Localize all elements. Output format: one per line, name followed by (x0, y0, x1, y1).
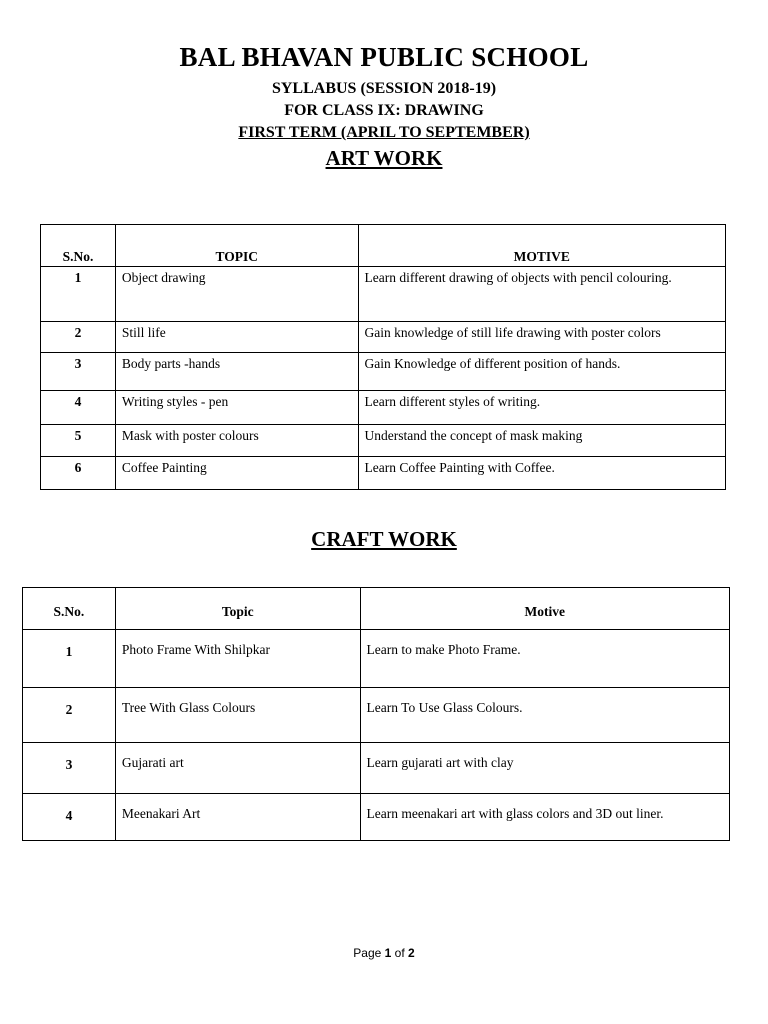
row-sno: 4 (41, 391, 116, 425)
header-sno: S.No. (23, 588, 116, 630)
table-row (23, 743, 730, 794)
header-topic: Topic (115, 588, 360, 630)
row-motive: Gain knowledge of still life drawing with poster colors (358, 322, 725, 353)
row-topic: Object drawing (115, 267, 358, 322)
table-row (41, 391, 726, 425)
page-label: Page (353, 946, 382, 960)
row-sno: 6 (41, 457, 116, 490)
row-topic: Tree With Glass Colours (115, 688, 360, 743)
art-work-table (40, 224, 726, 490)
school-name: BAL BHAVAN PUBLIC SCHOOL (179, 42, 589, 72)
page-footer (0, 946, 768, 960)
table-header-row (41, 225, 726, 267)
row-motive: Learn Coffee Painting with Coffee. (358, 457, 725, 490)
row-topic: Writing styles - pen (115, 391, 358, 425)
row-sno: 4 (23, 794, 116, 841)
header-motive: MOTIVE (358, 225, 725, 267)
craft-work-table (22, 587, 730, 841)
row-topic: Meenakari Art (115, 794, 360, 841)
table-row (41, 353, 726, 391)
row-motive: Learn To Use Glass Colours. (360, 688, 729, 743)
page-total: 2 (408, 946, 415, 960)
header-motive: Motive (360, 588, 729, 630)
row-motive: Learn different drawing of objects with pencil colouring. (358, 267, 725, 322)
header-sno: S.No. (41, 225, 116, 267)
table-row (41, 457, 726, 490)
row-topic: Photo Frame With Shilpkar (115, 630, 360, 688)
table-row (23, 688, 730, 743)
row-sno: 1 (23, 630, 116, 688)
row-motive: Learn gujarati art with clay (360, 743, 729, 794)
class-subject: FOR CLASS IX: DRAWING (284, 102, 484, 119)
row-topic: Gujarati art (115, 743, 360, 794)
row-topic: Coffee Painting (115, 457, 358, 490)
header-topic: TOPIC (115, 225, 358, 267)
row-sno: 3 (41, 353, 116, 391)
art-work-title: ART WORK (325, 146, 443, 170)
row-sno: 3 (23, 743, 116, 794)
row-topic: Mask with poster colours (115, 425, 358, 457)
row-sno: 2 (23, 688, 116, 743)
table-row (23, 794, 730, 841)
row-motive: Gain Knowledge of different position of hands. (358, 353, 725, 391)
row-motive: Learn meenakari art with glass colors and 3D out liner. (360, 794, 729, 841)
page-of-label: of (394, 946, 405, 960)
row-sno: 2 (41, 322, 116, 353)
row-sno: 5 (41, 425, 116, 457)
table-row (41, 267, 726, 322)
row-topic: Body parts -hands (115, 353, 358, 391)
table-header-row (23, 588, 730, 630)
row-topic: Still life (115, 322, 358, 353)
row-motive: Learn to make Photo Frame. (360, 630, 729, 688)
syllabus-session: SYLLABUS (SESSION 2018-19) (271, 80, 497, 97)
page-number: 1 (384, 946, 392, 960)
row-motive: Understand the concept of mask making (358, 425, 725, 457)
table-row (23, 630, 730, 688)
term-heading: FIRST TERM (APRIL TO SEPTEMBER) (238, 124, 530, 141)
table-row (41, 322, 726, 353)
row-sno: 1 (41, 267, 116, 322)
table-row (41, 425, 726, 457)
row-motive: Learn different styles of writing. (358, 391, 725, 425)
craft-work-title: CRAFT WORK (311, 527, 457, 551)
